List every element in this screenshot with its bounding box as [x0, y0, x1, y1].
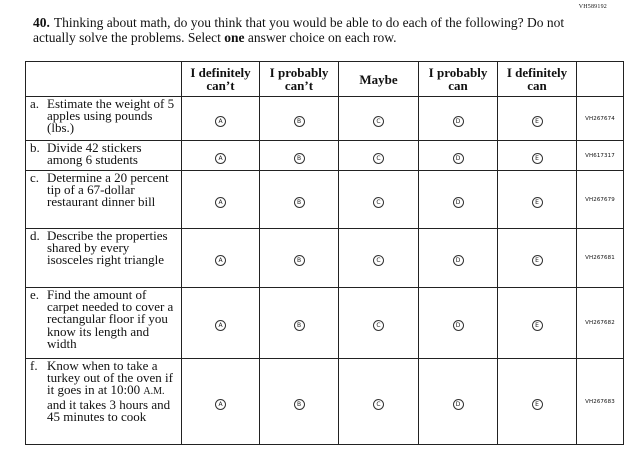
option-bubble[interactable]: C: [373, 116, 384, 127]
option-bubble[interactable]: C: [373, 399, 384, 410]
option-bubble[interactable]: D: [453, 116, 464, 127]
row-code: VH267679: [577, 171, 624, 229]
row-code: VH267681: [577, 229, 624, 288]
option-bubble[interactable]: D: [453, 255, 464, 266]
option-bubble[interactable]: B: [294, 153, 305, 164]
row-code: VH267682: [577, 288, 624, 359]
option-bubble[interactable]: D: [453, 320, 464, 331]
row-f-label: f. Know when to take a turkey out of the oven if it goes in at 10:00 A.M. and it takes 3 hours and 45 minutes to cook: [26, 359, 182, 445]
question-code: VH589192: [578, 4, 607, 10]
option-bubble[interactable]: A: [215, 197, 226, 208]
row-c-label: c. Determine a 20 percent tip of a 67-dollar restaurant dinner bill: [26, 171, 182, 229]
table-row: [26, 141, 624, 171]
option-bubble[interactable]: B: [294, 197, 305, 208]
row-code: VH617317: [577, 141, 624, 171]
row-b-label: b. Divide 42 stickers among 6 students: [26, 141, 182, 171]
row-a-label: a. Estimate the weight of 5 apples using pounds (lbs.): [26, 97, 182, 141]
table-row: [26, 359, 624, 445]
option-bubble[interactable]: A: [215, 320, 226, 331]
option-bubble[interactable]: E: [532, 255, 543, 266]
table-row: [26, 288, 624, 359]
option-bubble[interactable]: E: [532, 197, 543, 208]
option-bubble[interactable]: A: [215, 153, 226, 164]
col-header-maybe: Maybe: [339, 62, 419, 97]
question-prompt: [33, 15, 593, 45]
header-blank: [26, 62, 182, 97]
table-row: [26, 97, 624, 141]
table-row: [26, 171, 624, 229]
question-text-1: Thinking about math, do you think that you would be able to do each of the following? Do not actually solve the problems. Select: [33, 15, 565, 45]
option-bubble[interactable]: E: [532, 116, 543, 127]
response-grid: [25, 61, 624, 445]
option-bubble[interactable]: A: [215, 399, 226, 410]
option-bubble[interactable]: E: [532, 399, 543, 410]
question-number: 40.: [33, 15, 50, 30]
header-row: [26, 62, 624, 97]
question-emphasis: one: [224, 30, 245, 45]
col-header-definitely-cant: I definitely can’t: [182, 62, 260, 97]
header-code-blank: [577, 62, 624, 97]
option-bubble[interactable]: C: [373, 255, 384, 266]
option-bubble[interactable]: D: [453, 197, 464, 208]
option-bubble[interactable]: A: [215, 255, 226, 266]
option-bubble[interactable]: C: [373, 153, 384, 164]
question-text-2: answer choice on each row.: [247, 30, 397, 45]
option-bubble[interactable]: B: [294, 255, 305, 266]
option-bubble[interactable]: E: [532, 153, 543, 164]
option-bubble[interactable]: C: [373, 197, 384, 208]
option-bubble[interactable]: E: [532, 320, 543, 331]
option-bubble[interactable]: B: [294, 399, 305, 410]
col-header-probably-can: I probably can: [419, 62, 498, 97]
option-bubble[interactable]: C: [373, 320, 384, 331]
row-d-label: d. Describe the properties shared by every isosceles right triangle: [26, 229, 182, 288]
row-code: VH267674: [577, 97, 624, 141]
table-row: [26, 229, 624, 288]
option-bubble[interactable]: A: [215, 116, 226, 127]
col-header-definitely-can: I definitely can: [498, 62, 577, 97]
col-header-probably-cant: I probably can’t: [260, 62, 339, 97]
option-bubble[interactable]: B: [294, 116, 305, 127]
row-code: VH267683: [577, 359, 624, 445]
option-bubble[interactable]: D: [453, 153, 464, 164]
option-bubble[interactable]: D: [453, 399, 464, 410]
row-e-label: e. Find the amount of carpet needed to cover a rectangular floor if you know its length and width: [26, 288, 182, 359]
option-bubble[interactable]: B: [294, 320, 305, 331]
